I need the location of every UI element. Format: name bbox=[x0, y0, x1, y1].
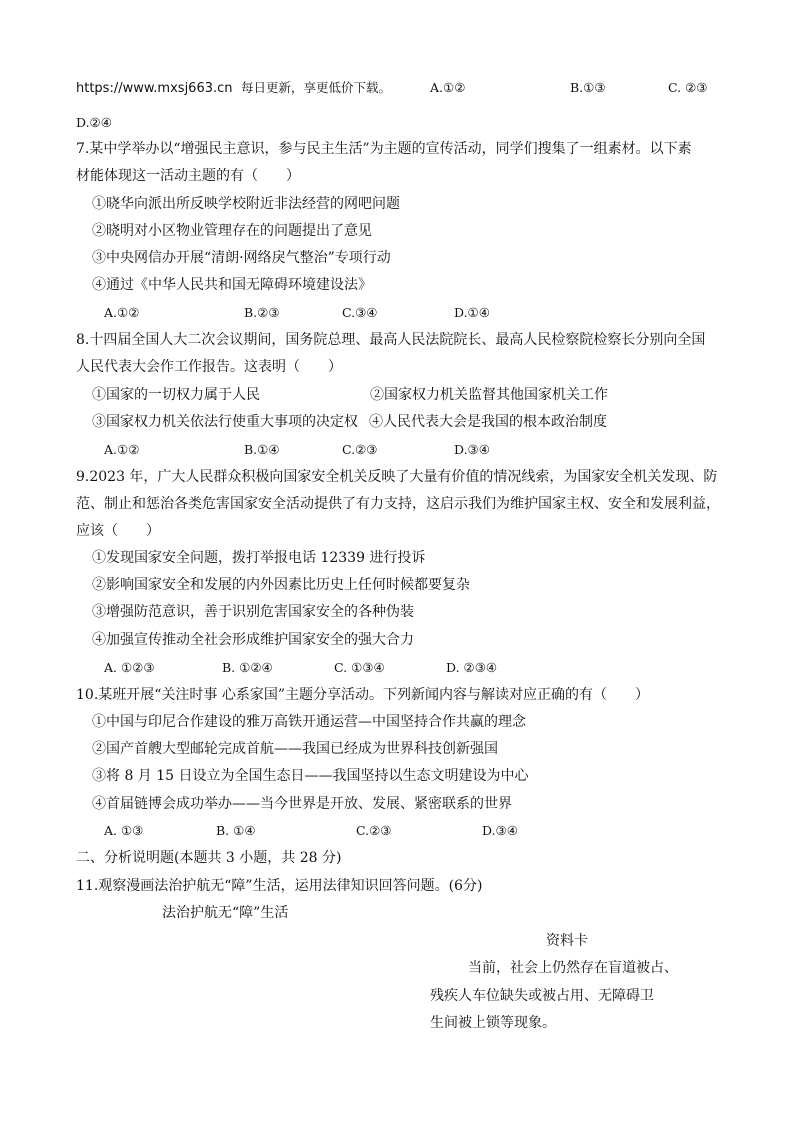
q10-item-4: ④首届链博会成功举办——当今世界是开放、发展、紧密联系的世界 bbox=[92, 796, 512, 812]
q7-item-2: ②晓明对小区物业管理存在的问题提出了意见 bbox=[92, 223, 372, 239]
q9-option-d: D. ②③④ bbox=[446, 660, 498, 675]
q8-item-4: ④人民代表大会是我国的根本政治制度 bbox=[369, 414, 607, 430]
q8-item-1: ①国家的一切权力属于人民 bbox=[92, 387, 260, 403]
q6-option-a: A.①② bbox=[430, 80, 466, 95]
q9-stem-line-1: 9.2023 年，广大人民群众积极向国家安全机关反映了大量有价值的情况线索，为国家安全机关发现、防 bbox=[76, 469, 718, 485]
q11-stem: 11.观察漫画法治护航无“障”生活，运用法律知识回答问题。(6分) bbox=[76, 878, 483, 894]
q8-stem-line-2: 人民代表大会作工作报告。这表明（ ） bbox=[76, 359, 342, 375]
q8-option-b: B.①④ bbox=[244, 442, 280, 457]
q6-option-c: C. ②③ bbox=[668, 80, 708, 95]
q9-option-b: B. ①②④ bbox=[222, 660, 273, 675]
source-url: https://www.mxsj663.cn bbox=[76, 81, 233, 96]
q7-stem-line-2: 材能体现这一活动主题的有（ ） bbox=[76, 168, 300, 184]
q7-option-d: D.①④ bbox=[454, 305, 490, 320]
q9-item-4: ④加强宣传推动全社会形成维护国家安全的强大合力 bbox=[92, 632, 414, 648]
q10-stem: 10.某班开展“关注时事 心系家国”主题分享活动。下列新闻内容与解读对应正确的有（ ） bbox=[76, 687, 650, 703]
q10-item-3: ③将 8 月 15 日设立为全国生态日——我国坚持以生态文明建设为中心 bbox=[92, 768, 529, 784]
q9-item-2: ②影响国家安全和发展的内外因素比历史上任何时候都要复杂 bbox=[92, 577, 470, 593]
q9-option-a: A. ①②③ bbox=[104, 660, 155, 675]
q7-item-1: ①晓华向派出所反映学校附近非法经营的网吧问题 bbox=[92, 196, 400, 212]
q10-option-b: B. ①④ bbox=[216, 823, 256, 838]
q10-item-1: ①中国与印尼合作建设的雅万高铁开通运营—中国坚持合作共赢的理念 bbox=[92, 714, 526, 730]
q9-stem-line-3: 应该（ ） bbox=[76, 523, 160, 539]
material-card-line-3: 生间被上锁等现象。 bbox=[430, 1015, 556, 1031]
q7-item-3: ③中央网信办开展“清朗·网络戾气整治”专项行动 bbox=[92, 250, 391, 266]
q7-item-4: ④通过《中华人民共和国无障碍环境建设法》 bbox=[92, 277, 372, 293]
q7-option-c: C.③④ bbox=[342, 305, 378, 320]
material-card-line-2: 残疾人车位缺失或被占用、无障碍卫 bbox=[430, 988, 654, 1004]
material-card-title: 资料卡 bbox=[546, 933, 588, 949]
promo-text: 每日更新，享更低价下载。 bbox=[240, 80, 391, 95]
q10-item-2: ②国产首艘大型邮轮完成首航——我国已经成为世界科技创新强国 bbox=[92, 741, 498, 757]
material-card-line-1: 当前，社会上仍然存在盲道被占、 bbox=[468, 960, 678, 976]
comic-title: 法治护航无“障”生活 bbox=[162, 905, 289, 921]
q9-stem-line-2: 范、制止和惩治各类危害国家安全活动提供了有力支持，这启示我们为维护国家主权、安全和发展利益， bbox=[76, 496, 720, 512]
q10-option-c: C.②③ bbox=[356, 823, 392, 838]
q7-stem-line-1: 7.某中学举办以“增强民主意识，参与民主生活”为主题的宣传活动，同学们搜集了一组素材。以下素 bbox=[76, 141, 692, 157]
q6-option-b: B.①③ bbox=[570, 80, 606, 95]
q8-stem-line-1: 8.十四届全国人大二次会议期间，国务院总理、最高人民法院院长、最高人民检察院检察长分别向全国 bbox=[76, 332, 706, 348]
q10-option-a: A. ①③ bbox=[104, 823, 144, 838]
q6-option-d: D.②④ bbox=[76, 115, 112, 130]
q9-option-c: C. ①③④ bbox=[334, 660, 385, 675]
q10-option-d: D.③④ bbox=[482, 823, 518, 838]
q8-option-a: A.①② bbox=[104, 442, 140, 457]
q6-tail-line bbox=[76, 78, 391, 99]
q8-option-c: C.②③ bbox=[342, 442, 378, 457]
q7-option-a: A.①② bbox=[104, 305, 140, 320]
section-2-heading: 二、分析说明题(本题共 3 小题，共 28 分) bbox=[76, 850, 342, 866]
q7-option-b: B.②③ bbox=[244, 305, 280, 320]
q8-item-3: ③国家权力机关依法行使重大事项的决定权 bbox=[92, 414, 358, 430]
q8-item-2: ②国家权力机关监督其他国家机关工作 bbox=[370, 387, 608, 403]
q8-option-d: D.③④ bbox=[454, 442, 490, 457]
q9-item-3: ③增强防范意识，善于识别危害国家安全的各种伪装 bbox=[92, 604, 414, 620]
q9-item-1: ①发现国家安全问题，拨打举报电话 12339 进行投诉 bbox=[92, 550, 426, 566]
